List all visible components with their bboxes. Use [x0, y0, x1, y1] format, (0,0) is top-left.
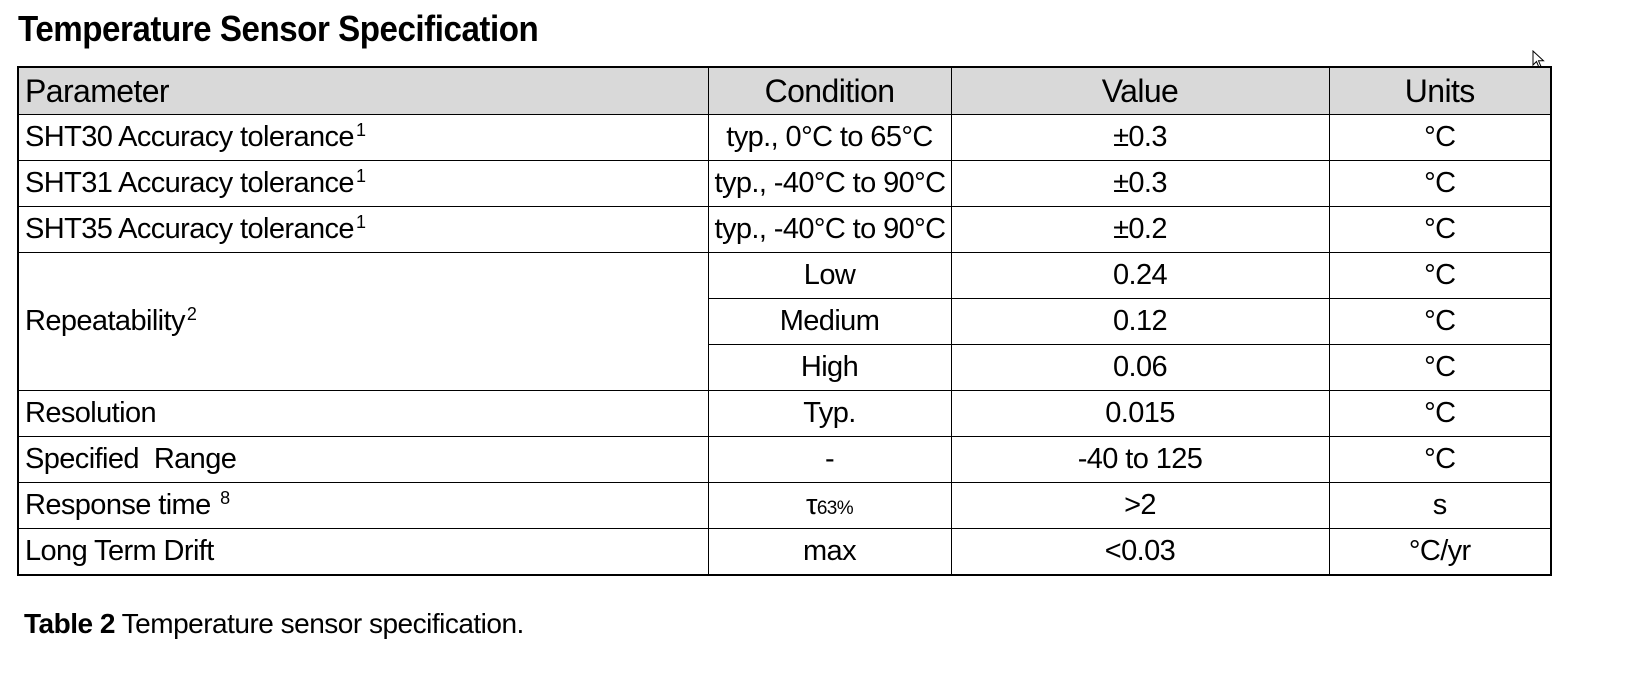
- value-cell: 0.12: [951, 299, 1329, 345]
- table-row: [18, 253, 1551, 299]
- condition-cell: max: [708, 529, 951, 576]
- condition-cell: [708, 483, 951, 529]
- table-row: [18, 529, 1551, 576]
- table-row: [18, 391, 1551, 437]
- parameter-cell: [18, 207, 708, 253]
- parameter-cell: [18, 483, 708, 529]
- units-cell: °C: [1329, 391, 1551, 437]
- parameter-cell: [18, 115, 708, 161]
- table-row: [18, 483, 1551, 529]
- footnote-ref: 1: [355, 212, 366, 232]
- condition-cell: typ., -40°C to 90°C: [708, 161, 951, 207]
- caption-label: Table 2: [24, 608, 115, 639]
- table-header-row: [18, 67, 1551, 115]
- condition-cell: Medium: [708, 299, 951, 345]
- condition-cell: typ., -40°C to 90°C: [708, 207, 951, 253]
- caption-text: Temperature sensor specification.: [114, 608, 524, 639]
- condition-cell: -: [708, 437, 951, 483]
- footnote-ref: 8: [220, 488, 230, 508]
- header-value: Value: [951, 67, 1329, 115]
- value-cell: 0.06: [951, 345, 1329, 391]
- value-cell: 0.24: [951, 253, 1329, 299]
- table-row: [18, 115, 1551, 161]
- page-title: Temperature Sensor Specification: [18, 8, 539, 49]
- units-cell: °C: [1329, 253, 1551, 299]
- table-row: [18, 437, 1551, 483]
- table-row: [18, 207, 1551, 253]
- units-cell: °C: [1329, 207, 1551, 253]
- table-caption: [24, 608, 524, 640]
- parameter-cell: Resolution: [18, 391, 708, 437]
- units-cell: s: [1329, 483, 1551, 529]
- tau-subscript: 63%: [816, 498, 854, 519]
- table-row: [18, 161, 1551, 207]
- units-cell: °C: [1329, 115, 1551, 161]
- condition-cell: High: [708, 345, 951, 391]
- footnote-ref: 1: [355, 166, 366, 186]
- value-cell: <0.03: [951, 529, 1329, 576]
- spec-table: [17, 66, 1552, 576]
- units-cell: °C: [1329, 299, 1551, 345]
- tau-symbol: τ: [805, 489, 817, 521]
- parameter-label: SHT31 Accuracy tolerance: [25, 167, 354, 199]
- header-units: Units: [1329, 67, 1551, 115]
- footnote-ref: 1: [355, 120, 366, 140]
- header-parameter: Parameter: [18, 67, 708, 115]
- condition-cell: Low: [708, 253, 951, 299]
- value-cell: ±0.2: [951, 207, 1329, 253]
- parameter-cell: [18, 161, 708, 207]
- parameter-cell: [18, 253, 708, 391]
- parameter-label: SHT30 Accuracy tolerance: [25, 121, 354, 153]
- header-condition: Condition: [708, 67, 951, 115]
- value-cell: ±0.3: [951, 115, 1329, 161]
- parameter-label: Repeatability: [25, 305, 185, 337]
- value-cell: -40 to 125: [951, 437, 1329, 483]
- value-cell: 0.015: [951, 391, 1329, 437]
- value-cell: ±0.3: [951, 161, 1329, 207]
- parameter-label: Response time: [25, 489, 211, 521]
- parameter-cell: Specified Range: [18, 437, 708, 483]
- units-cell: °C: [1329, 437, 1551, 483]
- value-cell: >2: [951, 483, 1329, 529]
- parameter-cell: Long Term Drift: [18, 529, 708, 576]
- footnote-ref: 2: [186, 304, 197, 324]
- units-cell: °C: [1329, 161, 1551, 207]
- condition-cell: Typ.: [708, 391, 951, 437]
- condition-cell: typ., 0°C to 65°C: [708, 115, 951, 161]
- units-cell: °C/yr: [1329, 529, 1551, 576]
- parameter-label: SHT35 Accuracy tolerance: [25, 213, 354, 245]
- units-cell: °C: [1329, 345, 1551, 391]
